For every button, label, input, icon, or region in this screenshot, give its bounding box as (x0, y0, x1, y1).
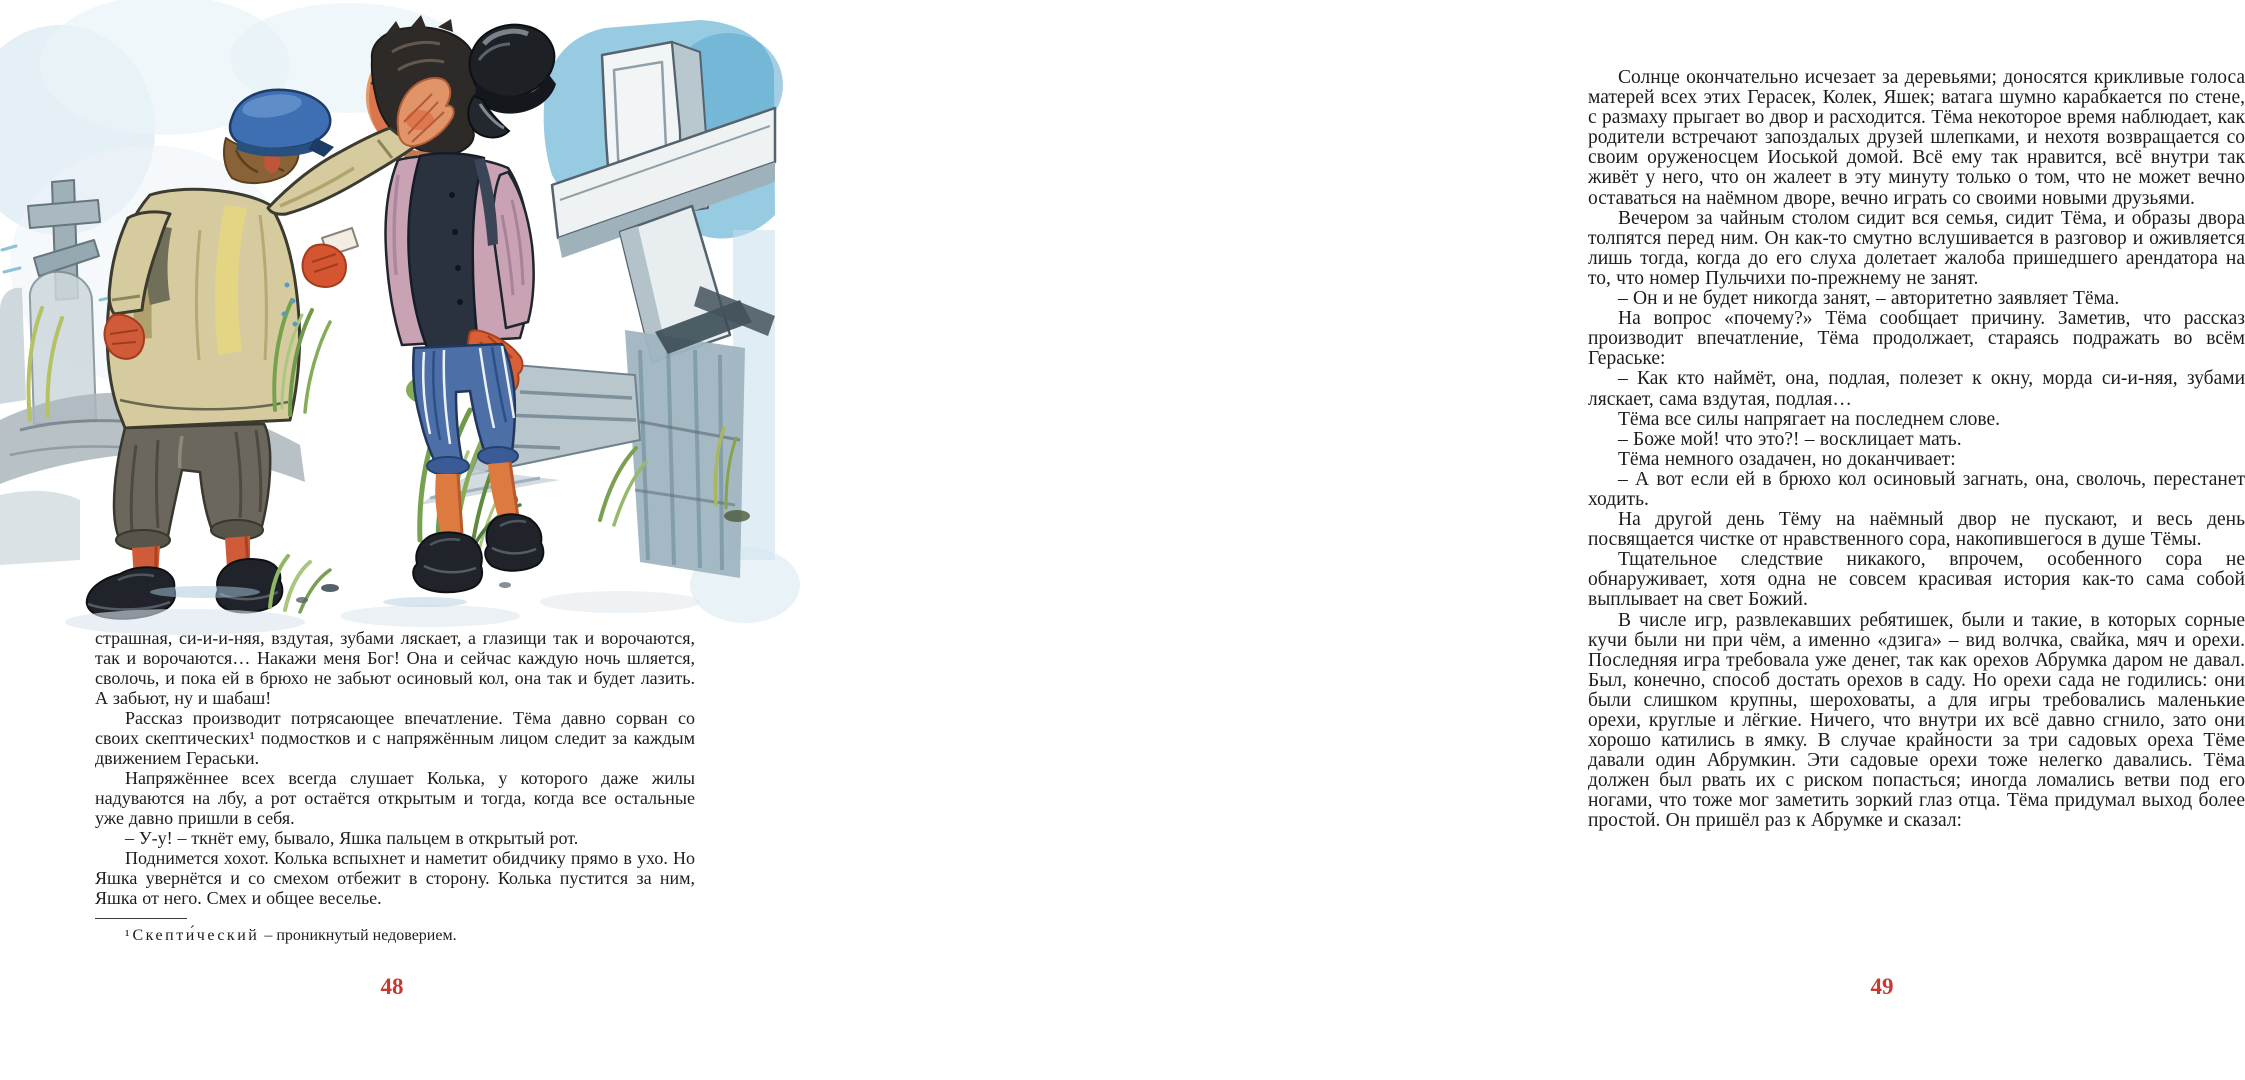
paragraph: На вопрос «почему?» Тёма сообщает причину. Заметив, что рассказ производит впечатление, Тёма продолжает, стараясь подражать во всём Гераське: (1588, 308, 2245, 370)
paragraph: На другой день Тёму на наёмный двор не пускают, и весь день посвящается чистке от нравственного сора, накопившегося в душе Тёмы. (1588, 509, 2245, 551)
footnote-text (95, 926, 695, 946)
paragraph: Вечером за чайным столом сидит вся семья, сидит Тёма, и образы двора толпятся перед ним. Он как-то смутно вслушивается в разговор и оживляется лишь тогда, когда до его слуха долетает жалоба пришедшего арендатора на то, что номер Пульчихи по-прежнему не занят. (1588, 207, 2245, 289)
paragraph: страшная, си-и-и-няя, вздутая, зубами ляскает, а глазищи так и ворочаются, так и ворочаются… Накажи меня Бог! Она и сейчас каждую ночь шляется, сволочь, и пока ей в брюхо не забьют осиновый кол, она так и будет лазить. А забьют, ну и шабаш! (95, 628, 695, 708)
paragraph: Напряжённее всех всегда слушает Колька, у которого даже жилы надуваются на лбу, а рот остаётся открытым и тогда, когда все остальные уже давно пришли в себя. (95, 768, 695, 828)
illustration-svg (0, 0, 775, 635)
right-page-text (1588, 68, 2245, 832)
flying-cap (468, 25, 556, 138)
paragraph: – Как кто наймёт, она, подлая, полезет к окну, морда си-и-няя, зубами ляскает, сама вздутая, подлая… (1588, 368, 2245, 410)
paragraph: – А вот если ей в брюхо кол осиновый загнать, она, сволочь, перестанет ходить. (1588, 468, 2245, 510)
paragraph: Поднимется хохот. Колька вспыхнет и наметит обидчику прямо в ухо. Но Яшка увернётся и со смехом отбежит в сторону. Колька пустится за ним, Яшка от него. Смех и общее веселье. (95, 848, 695, 908)
paragraph: – Он и не будет никогда занят, – авторитетно заявляет Тёма. (1618, 288, 2120, 310)
paragraph: – У-у! – ткнёт ему, бывало, Яшка пальцем в открытый рот. (125, 828, 579, 848)
left-page-text (95, 628, 695, 908)
right-page (758, 0, 2245, 1080)
paragraph: – Боже мой! что это?! – восклицает мать. (1618, 428, 1962, 450)
paragraph: Солнце окончательно исчезает за деревьями; доносятся крикливые голоса матерей всех этих Герасек, Колек, Яшек; ватага шумно карабкается по стене, с размаху прыгает во двор и расходится. Тёма некоторое время наблюдает, как родители встречают запоздалых друзей шлепками, и нехотя возвращается со своим оруженосцем Иоськой домой. Всё ему так нравится, всё внутри так живёт у него, что он жалеет в эту минуту только о том, что не может вечно оставаться на наёмном дворе, вечно играть со своими новыми друзьями. (1588, 67, 2245, 209)
paragraph: Тёма немного озадачен, но доканчивает: (1618, 448, 1956, 470)
footnote-marker: ¹ (125, 928, 130, 944)
footnote-definition: – проникнутый недоверием. (264, 927, 457, 944)
right-page-number: 49 (1870, 974, 1894, 999)
footnote-rule (95, 918, 187, 919)
paragraph: Рассказ производит потрясающее впечатление. Тёма давно сорван со своих скептических¹ подмостков и с напряжённым лицом следит за каждым движением Гераськи. (95, 708, 695, 768)
paragraph: Тёма все силы напрягает на последнем слове. (1618, 408, 2001, 430)
footnote-term: Скепти́ческий (132, 927, 260, 944)
watercolor-illustration (0, 0, 775, 635)
left-page (0, 0, 758, 1080)
paragraph: Тщательное следствие никакого, впрочем, особенного сора не обнаруживает, хотя одна не совсем красивая история как-то сама собой выплывает на свет Божий. (1588, 549, 2245, 611)
paragraph: В числе игр, развлекавших ребятишек, были и такие, в которых сорные кучи были ни при чём, а именно «дзига» – вид волчка, свайка, мяч и орехи. Последняя игра требовала уже денег, так как орехов Абрумка даром не давал. Был, конечно, способ достать орехов в саду. Но орехи сада не годились: они были слишком крупны, шероховаты, а для игры требовались маленькие орехи, круглые и лёгкие. Ничего, что внутри их всё давно сгнило, зато они хорошо катились в ямку. В случае крайности за три садовых ореха Тёме давали один Абрумкин. Эти садовые орехи тоже нелегко давались. Тёма должен был рвать их с риском попасться; иногда ломались ветви под его ногами, что тоже мог заметить зоркий глаз отца. Тёма придумал выход более простой. Он пришёл раз к Абрумке и сказал: (1588, 609, 2245, 832)
footnote (95, 918, 695, 946)
left-page-number: 48 (380, 974, 404, 999)
